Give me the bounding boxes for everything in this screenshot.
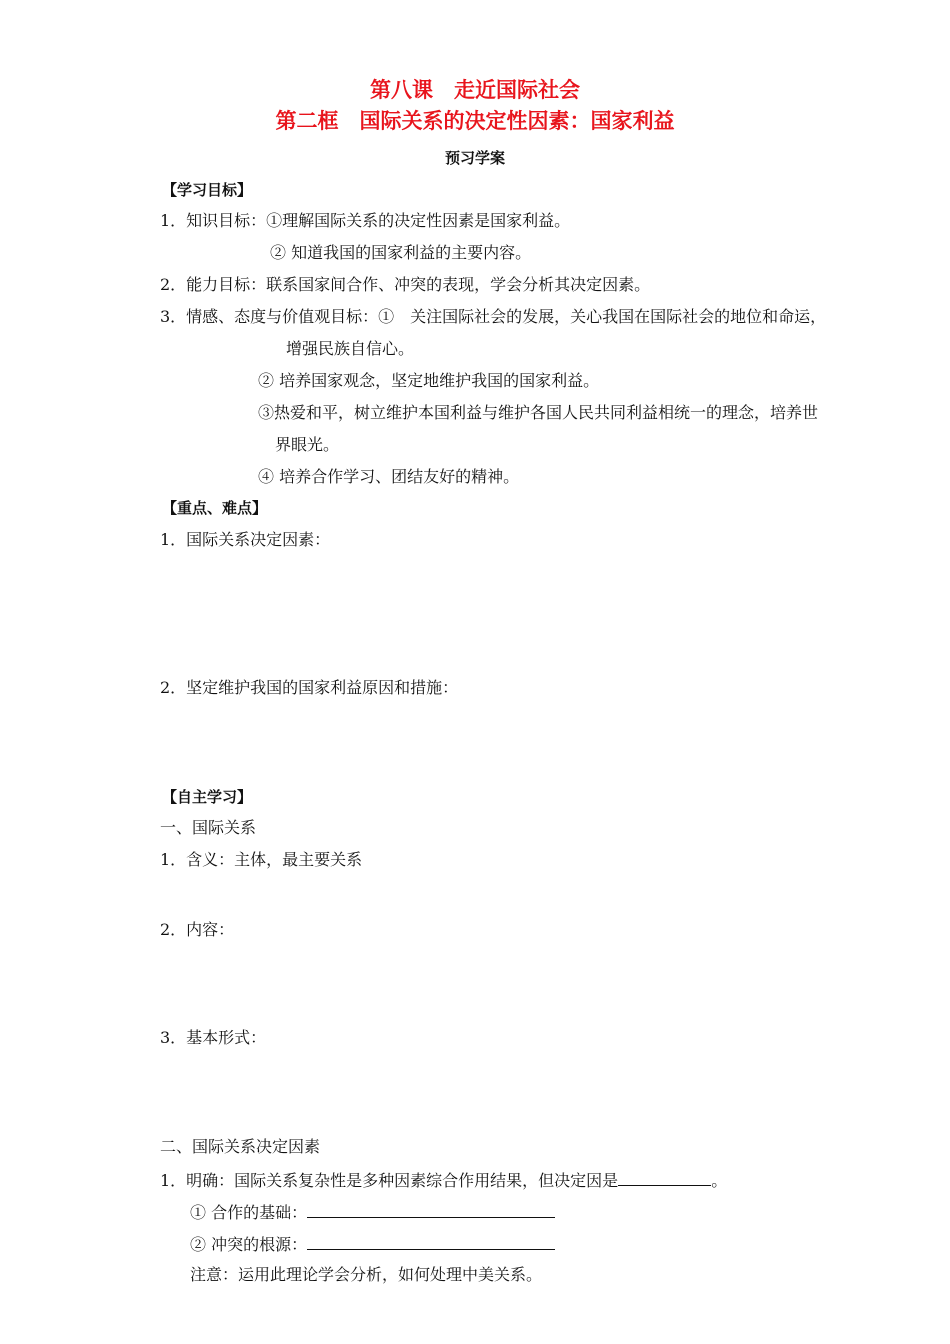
cooperation-basis	[190, 1201, 555, 1223]
answer-blank[interactable]	[618, 1169, 711, 1186]
key-point-2: 2．坚定维护我国的国家利益原因和措施：	[160, 678, 459, 697]
objectives-heading: 【学习目标】	[162, 181, 253, 199]
cooperation-basis-blank[interactable]	[307, 1201, 555, 1218]
objective-attitude-3-cont: 界眼光。	[275, 435, 340, 454]
objective-attitude-1-cont: 增强民族自信心。	[286, 339, 415, 358]
part2-title: 二、国际关系决定因素	[160, 1137, 321, 1156]
conflict-root-label: ② 冲突的根源：	[190, 1235, 308, 1254]
objective-attitude-1: 3．情感、态度与价值观目标：① 关注国际社会的发展，关心我国在国际社会的地位和命运，	[160, 307, 827, 326]
objective-attitude-3: ③热爱和平，树立维护本国利益与维护各国人民共同利益相统一的理念，培养世	[258, 403, 819, 422]
objective-knowledge: 1．知识目标：①理解国际关系的决定性因素是国家利益。	[160, 211, 571, 230]
part2-item1-text: 1．明确：国际关系复杂性是多种因素综合作用结果，但决定因是	[160, 1171, 619, 1190]
cooperation-basis-label: ① 合作的基础：	[190, 1203, 308, 1222]
conflict-root	[190, 1233, 555, 1255]
objective-ability: 2．能力目标：联系国家间合作、冲突的表现，学会分析其决定因素。	[160, 275, 651, 294]
part2-item1	[160, 1169, 727, 1191]
note-text: 注意：运用此理论学会分析，如何处理中美关系。	[190, 1265, 543, 1284]
objective-attitude-4: ④ 培养合作学习、团结友好的精神。	[258, 467, 520, 486]
objective-attitude-2: ② 培养国家观念，坚定地维护我国的国家利益。	[258, 371, 600, 390]
key-points-heading: 【重点、难点】	[162, 499, 268, 517]
part1-definition: 1．含义：主体，最主要关系	[160, 850, 363, 869]
document-subtitle: 预习学案	[444, 149, 505, 167]
key-point-1: 1．国际关系决定因素：	[160, 530, 331, 549]
part1-title: 一、国际关系	[160, 818, 257, 837]
conflict-root-blank[interactable]	[307, 1233, 555, 1250]
lesson-title: 第八课 走近国际社会	[370, 78, 580, 102]
self-study-heading: 【自主学习】	[162, 788, 253, 806]
part2-item1-end: 。	[711, 1171, 728, 1190]
objective-knowledge-2: ② 知道我国的国家利益的主要内容。	[270, 243, 532, 262]
part1-basic-forms: 3．基本形式：	[160, 1028, 267, 1047]
section-title: 第二框 国际关系的决定性因素：国家利益	[275, 109, 675, 133]
part1-content: 2．内容：	[160, 920, 235, 939]
